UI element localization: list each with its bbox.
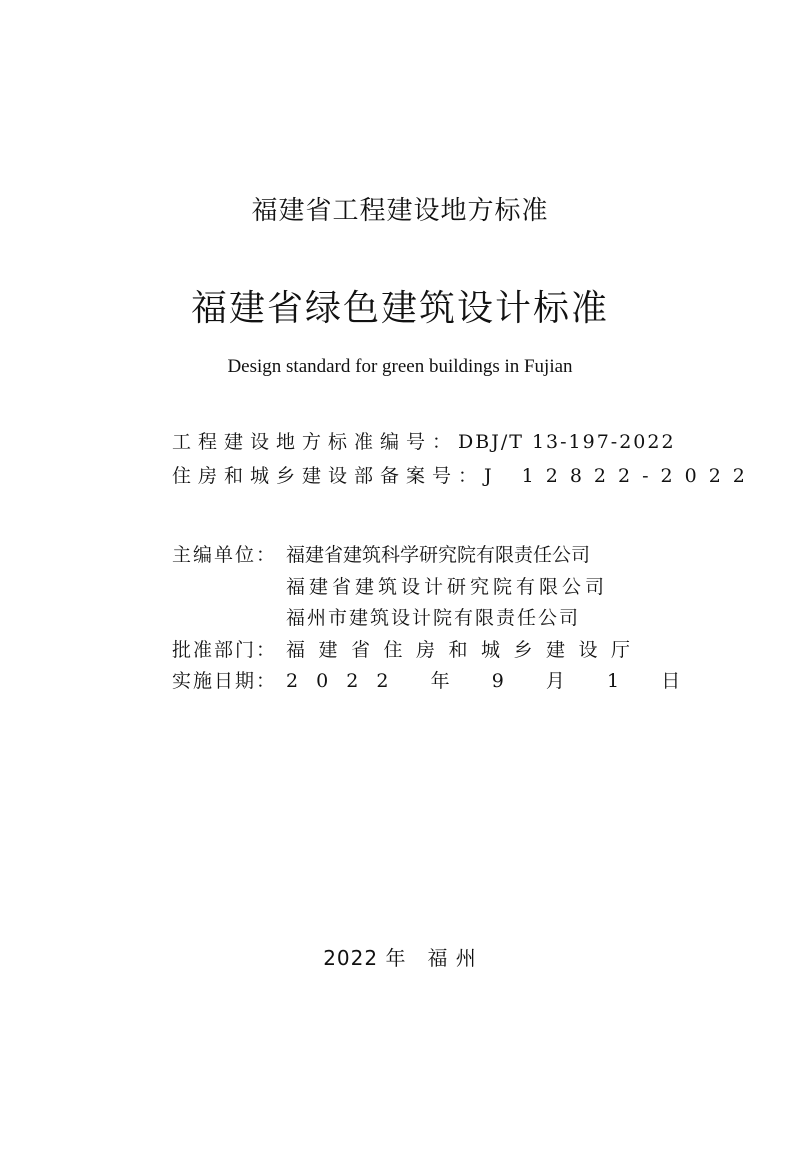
editor-row-2 (172, 572, 686, 604)
effective-date-value: 2 0 2 2 年 9 月 1 日 (286, 670, 687, 692)
record-number-line (172, 459, 757, 493)
editor-label: 主编单位： (172, 544, 278, 566)
approval-value: 福建省住房和城乡建设厅 (286, 638, 644, 661)
editor-row-3 (172, 603, 686, 635)
editor-unit-2: 福建省建筑设计研究院有限公司 (286, 575, 609, 598)
standard-number-label: 工程建设地方标准编号： (172, 431, 459, 453)
editor-row-1 (172, 540, 686, 572)
effective-date-row (172, 666, 686, 698)
publication-footer: 2022 年 福 州 (323, 946, 477, 970)
approval-label: 批准部门： (172, 638, 278, 661)
record-number-value: J 12822-2022 (484, 465, 757, 487)
standard-number-line (172, 425, 757, 459)
record-number-label: 住房和城乡建设部备案号： (172, 465, 485, 487)
approval-row (172, 635, 686, 667)
main-title: 福建省绿色建筑设计标准 (190, 288, 609, 329)
editor-label-spacer (172, 603, 286, 635)
editor-unit-1: 福建省建筑科学研究院有限责任公司 (286, 544, 591, 566)
effective-label: 实施日期： (172, 670, 278, 692)
editor-label-spacer (172, 572, 286, 604)
publication-info (172, 540, 686, 698)
editor-unit-3: 福州市建筑设计院有限责任公司 (286, 607, 581, 629)
series-title: 福建省工程建设地方标准 (251, 196, 549, 226)
standard-numbers (172, 425, 757, 493)
standard-number-value: DBJ/T 13-197-2022 (458, 431, 676, 453)
english-title: Design standard for green buildings in Fujian (227, 356, 573, 377)
